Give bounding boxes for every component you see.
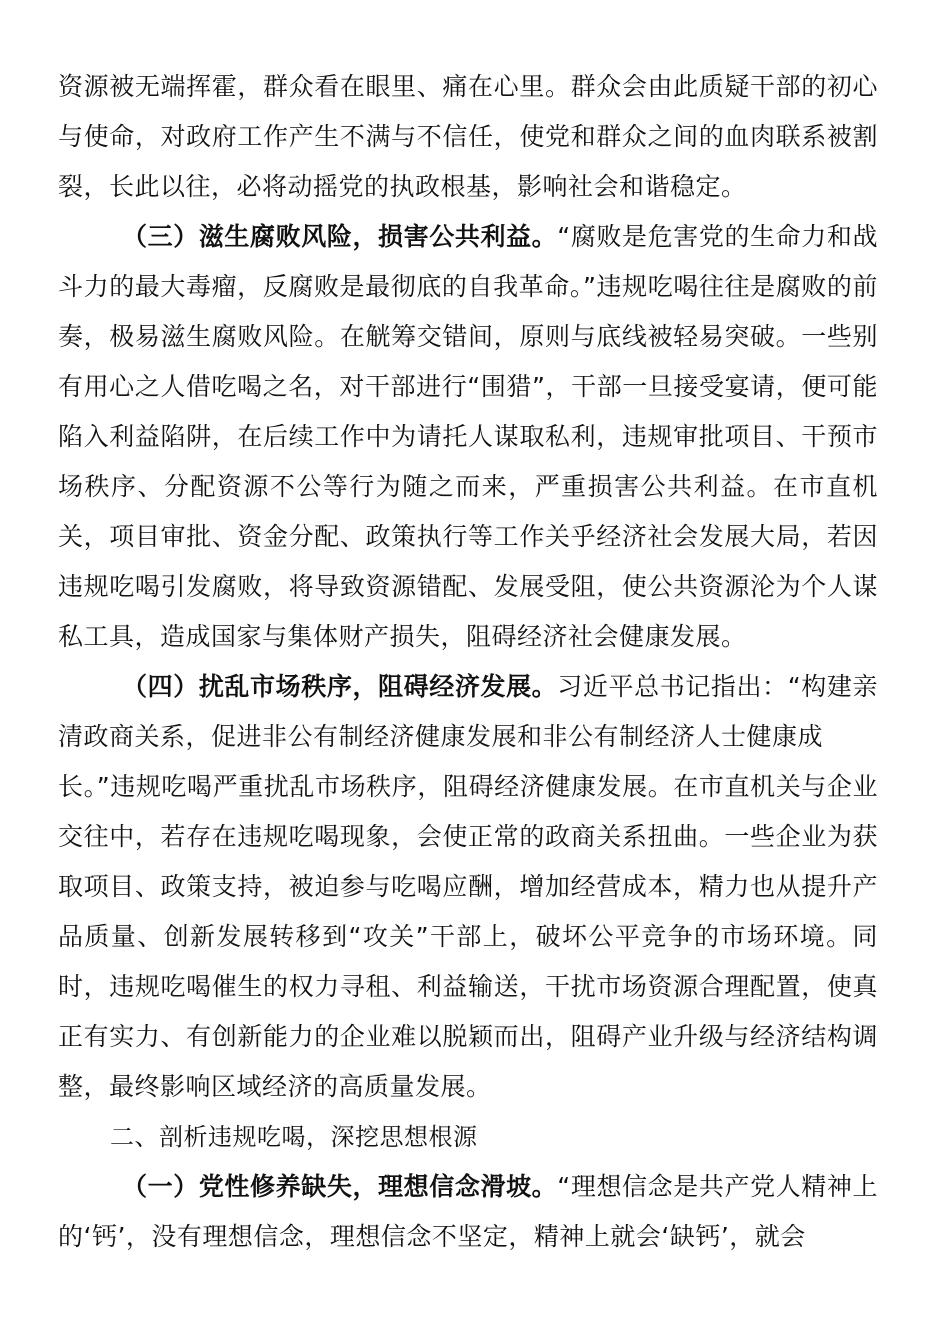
subheading-3: （三）滋生腐败风险，损害公共利益。 [122,222,558,251]
paragraph-section-4 [58,662,878,1112]
subheading-2-1: （一）党性修养缺失，理想信念滑坡。 [122,1172,558,1201]
paragraph-section-4-body: 长。”违规吃喝严重扰乱市场秩序，阻碍经济健康发展。在市直机关与企业交往中，若存在违规吃喝现象，会使正常的政商关系扭曲。一些企业为获取项目、政策支持，被迫参与吃喝应酬，增加经营成本，精力也从提升产品质量、创新发展转移到“攻关”干部上，破坏公平竞争的市场环境。同时，违规吃喝催生的权力寻租、利益输送，干扰市场资源合理配置，使真正有实力、有创新能力的企业难以脱颖而出，阻碍产业升级与经济结构调整，最终影响区域经济的高质量发展。 [58,772,878,1101]
paragraph-section-3-body: “腐败是危害党的生命力和战斗力的最大毒瘤，反腐败是最彻底的自我革命。”违规吃喝往往是腐败的前奏，极易滋生腐败风险。在觥筹交错间，原则与底线被轻易突破。一些别有用心之人借吃喝之名，对干部进行“围猎”，干部一旦接受宴请，便可能陷入利益陷阱，在后续工作中为请托人谋取私利，违规审批项目、干预市场秩序、分配资源不公等行为随之而来，严重损害公共利益。在市直机关，项目审批、资金分配、政策执行等工作关乎经济社会发展大局，若因违规吃喝引发腐败，将导致资源错配、发展受阻，使公共资源沦为个人谋私工具，造成国家与集体财产损失，阻碍经济社会健康发展。 [58,222,878,651]
paragraph-intro: 资源被无端挥霍，群众看在眼里、痛在心里。群众会由此质疑干部的初心与使命，对政府工作产生不满与不信任，使党和群众之间的血肉联系被割裂，长此以往，必将动摇党的执政根基，影响社会和谐稳定。 [58,72,878,201]
paragraph-section-3 [58,212,878,662]
document-page [58,62,878,1262]
subheading-4: （四）扰乱市场秩序，阻碍经济发展。 [122,672,558,701]
section-2-heading: 二、剖析违规吃喝，深挖思想根源 [110,1123,478,1151]
paragraph-section-2-1-body: “理想信念是共产党人精神上的‘钙’，没有理想信念，理想信念不坚定，精神上就会‘缺钙’，就会 [58,1172,878,1251]
paragraph-section-2-1 [58,1162,878,1262]
paragraph-section-4-body-line1: 习近平总书记指出：“构建亲清政商关系，促进非公有制经济健康发展和非公有制经济人士健康成 [58,672,878,751]
